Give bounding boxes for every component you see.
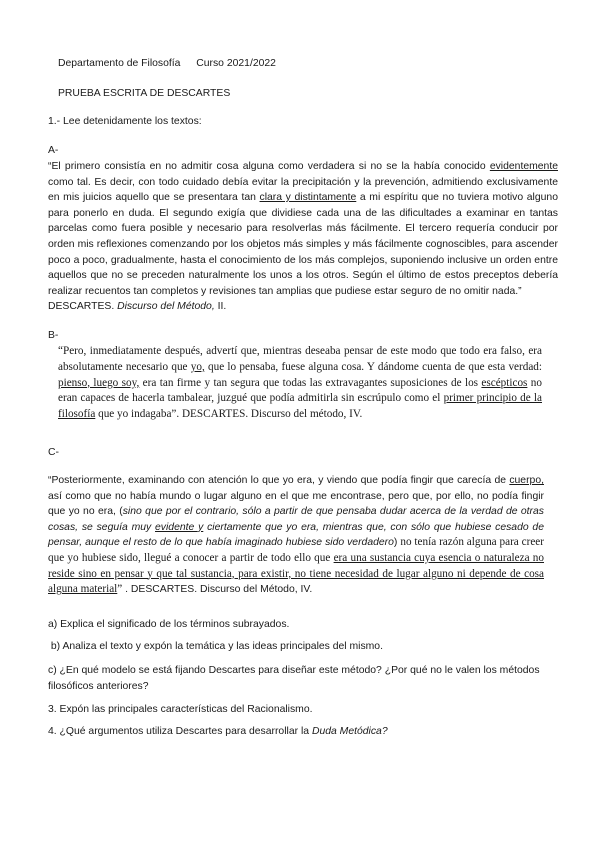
instruction: 1.- Lee detenidamente los textos: [48, 116, 202, 127]
text-c-segment: “Posteriormente, examinando con atención lo que yo era, y viendo que podía fingir que carecía de [48, 475, 510, 486]
text-a-segment: como tal. Es decir, con todo cuidado debía evitar la precipitación y la prevención, admitiendo exclusivamente en mis juicios aquello que se presentara tan [48, 176, 558, 204]
text-b-label: B- [48, 330, 59, 341]
text-a-citation-work: Discurso del Método, [117, 301, 215, 313]
text-c-label: C- [48, 447, 59, 458]
text-c-body [48, 473, 544, 598]
underlined-term-sustancia: era una sustancia cuya esencia o naturaleza no reside sino en pensar y que tal sustancia, para existir, no tiene necesidad de lugar alguno ni depende de cosa alguna material [48, 551, 544, 596]
underlined-term-clara-distintamente: clara y distintamente [259, 192, 357, 204]
text-a-citation: DESCARTES. [48, 301, 118, 313]
text-a-label: A- [48, 145, 59, 156]
text-b-segment: “Pero, inmediatamente después, advertí que, mientras deseaba pensar de este modo que todo era falso, era absolutamente necesario que [58, 345, 542, 373]
question-b: b) Analiza el texto y expón la temática y las ideas principales del mismo. [48, 641, 383, 652]
question-c: c) ¿En qué modelo se está fijando Descartes para diseñar este método? ¿Por qué no le valen los métodos filosóficos anteriores? [48, 665, 540, 692]
question-4-text: 4. ¿Qué argumentos utiliza Descartes para desarrollar la [48, 726, 312, 737]
underlined-term-pienso-luego-soy: pienso, luego soy, [58, 376, 140, 389]
question-3: 3. Expón las principales características del Racionalismo. [48, 704, 313, 715]
text-c-serif-segment: no tenía razón alguna para creer que yo hubiese sido, llegué a conocer a partir de todo ello que [48, 536, 544, 564]
exam-title: PRUEBA ESCRITA DE DESCARTES [58, 88, 231, 99]
text-a-body [48, 159, 558, 315]
text-c-italic-segment: sino que por el contrario, sólo a partir de que pensaba dudar acerca de la verdad de otras cosas, se seguía muy [48, 506, 544, 533]
department-name: Departamento de Filosofía [58, 58, 181, 69]
underlined-term-cuerpo: cuerpo, [509, 475, 544, 486]
text-c-italic-segment: ciertamente que yo era, mientras que, con sólo que hubiese cesado de pensar, aunque el resto de lo que había imaginado hubiese sido verdadero [48, 521, 544, 549]
question-a: a) Explica el significado de los términos subrayados. [48, 619, 290, 630]
text-a-segment: a mi espíritu que no tuviera motivo alguno para ponerlo en duda. El segundo exigía que dividiese cada una de las dificultades a examinar en tantas parcelas como fuera posible y necesario para resolverlas más fácilmente. El tercero requería conducir por orden mis reflexiones comenzando por los objetos más simples y más fácilmente cognoscibles, para ascender poco a poco, gradualmente, hasta el conocimiento de los más complejos, suponiendo inclusive un orden entre aquellos que no se preceden naturalmente los unos a los otros. Según el último de estos preceptos debería realizar recuentos tan completos y revisiones tan amplias que pudiese estar seguro de no omitir nada.” [48, 192, 558, 297]
question-4 [48, 726, 388, 737]
text-a-segment: “El primero consistía en no admitir cosa alguna como verdadera si no se la había conocido [48, 161, 490, 172]
text-b-segment: que yo indagaba”. DESCARTES. Discurso del método, IV. [95, 408, 363, 421]
course-year: Curso 2021/2022 [196, 58, 276, 69]
text-b-segment: no eran capaces de hacerla tambalear, juzgué que podía admitirla sin escrúpulo como el [58, 376, 542, 405]
text-c-citation: . DESCARTES. Discurso del Método, IV. [122, 584, 313, 596]
underlined-term-evidente: evidente y [155, 521, 204, 533]
text-b-body [58, 344, 542, 423]
underlined-term-escepticos: escépticos [481, 376, 528, 389]
underlined-term-primer-principio: primer principio de la filosofía [58, 392, 542, 421]
underlined-term-yo: yo, [190, 360, 205, 373]
header-line [58, 58, 276, 69]
text-c-segment: ) [393, 537, 401, 549]
text-a-citation-chapter: II. [214, 301, 227, 313]
text-c-serif-segment: ” [117, 583, 123, 596]
text-c-segment: así como que no había mundo o lugar alguno en el que me encontrase, pero que, por ello, no podía fingir que yo no era, ( [48, 490, 544, 518]
underlined-term-evidentemente: evidentemente [489, 161, 558, 172]
text-b-segment: que lo pensaba, fuese alguna cosa. Y dándome cuenta de que esta verdad: [204, 360, 542, 373]
question-4-italic: Duda Metódica? [311, 726, 388, 737]
text-b-segment: era tan firme y tan segura que todas las extravagantes suposiciones de los [139, 376, 482, 389]
